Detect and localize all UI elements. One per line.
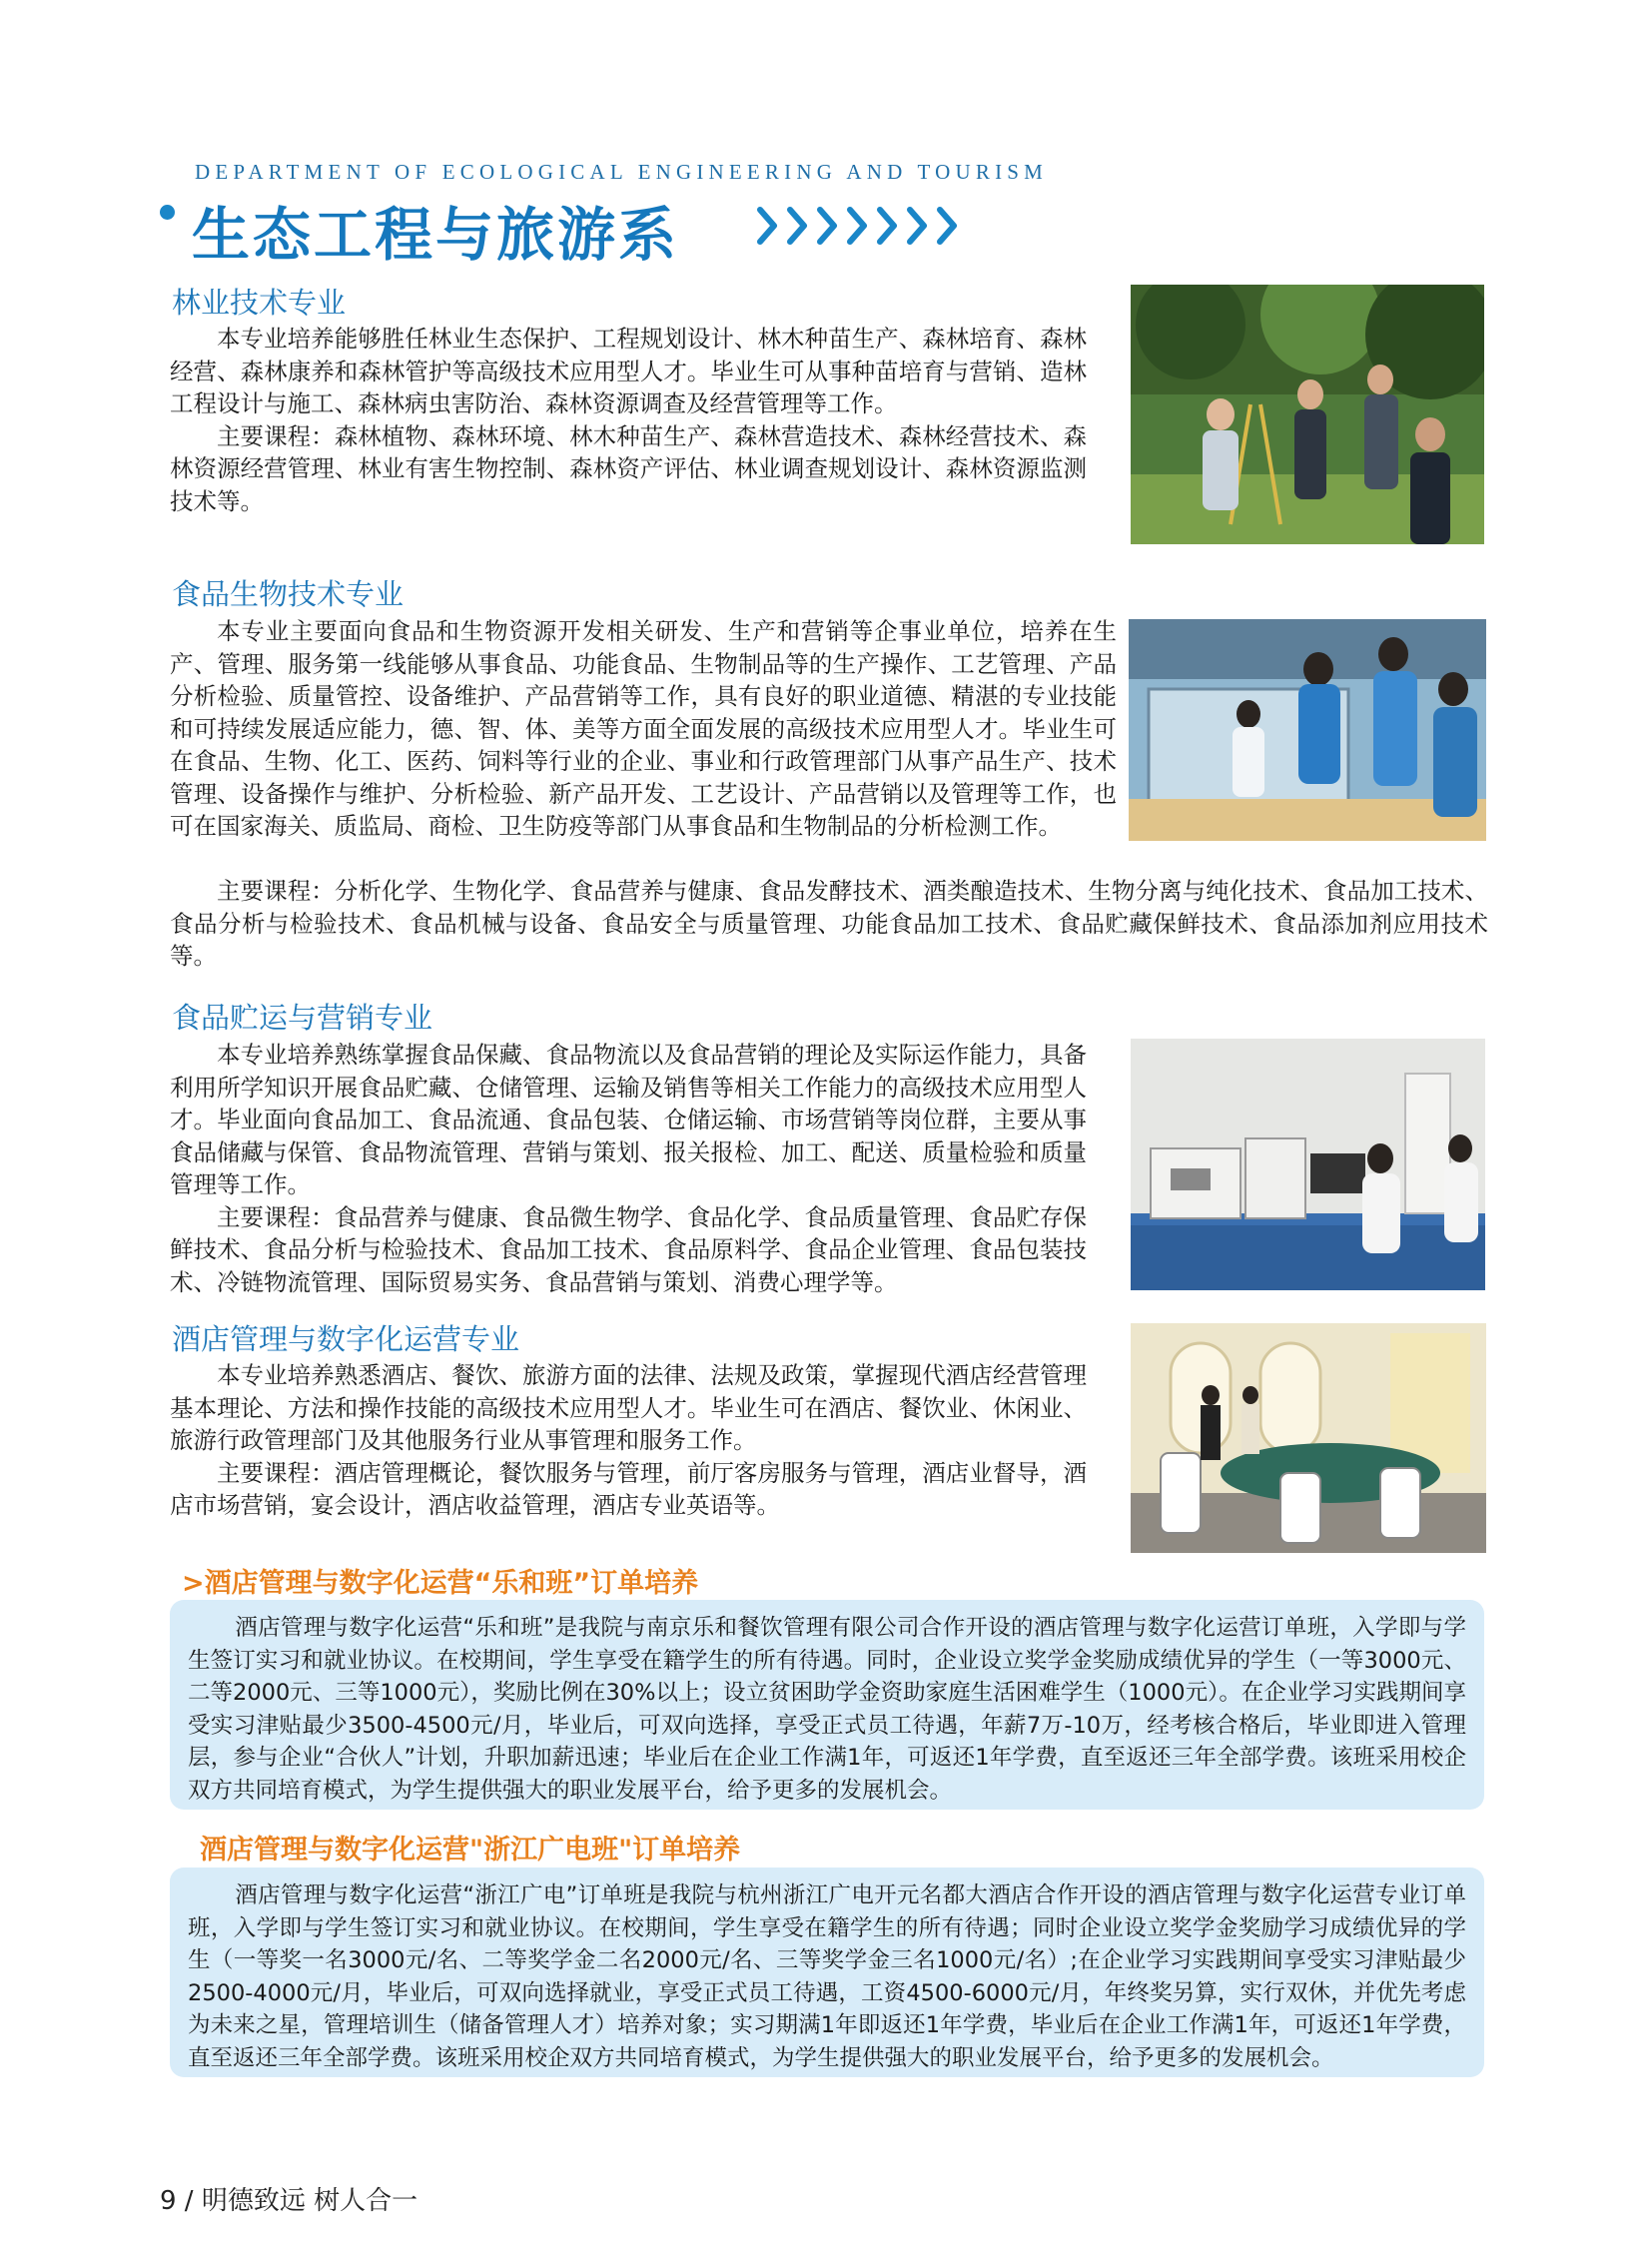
section-body-food-biotech-courses <box>170 875 1488 973</box>
box-title-zjgd-class: 酒店管理与数字化运营"浙江广电班"订单培养 <box>200 1835 741 1866</box>
section-title-hotel-management: 酒店管理与数字化运营专业 <box>172 1322 520 1356</box>
section-intro: 本专业主要面向食品和生物资源开发相关研发、生产和营销等企事业单位，培养在生产、管理、服务第一线能够从事食品、功能食品、生物制品等的生产操作、工艺管理、产品分析检验、质量管控、设备维护、产品营销等工作，具有良好的职业道德、精湛的专业技能和可持续发展适应能力，德、智、体、美等方面全面发展的高级技术应用型人才。毕业生可在食品、生物、化工、医药、饲料等行业的企业、事业和行政管理部门从事产品生产、技术管理、设备操作与维护、分析检验、新产品开发、工艺设计、产品营销以及管理等工作，也可在国家海关、质监局、商检、卫生防疫等部门从事食品和生物制品的分析检测工作。 <box>170 617 1117 840</box>
section-intro: 本专业培养熟练掌握食品保藏、食品物流以及食品营销的理论及实际运作能力，具备利用所学知识开展食品贮藏、仓储管理、运输及销售等相关工作能力的高级技术应用型人才。毕业面向食品加工、食品流通、食品包装、仓储运输、市场营销等岗位群，主要从事食品储藏与保管、食品物流管理、营销与策划、报关报检、加工、配送、质量检验和质量管理等工作。 <box>170 1041 1087 1198</box>
box-text: 酒店管理与数字化运营“乐和班”是我院与南京乐和餐饮管理有限公司合作开设的酒店管理与数字化运营订单班，入学即与学生签订实习和就业协议。在校期间，学生享受在籍学生的所有待遇。同时，企业设立奖学金奖励成绩优异的学生（一等3000元、二等2000元、三等1000元），奖励比例在30%以上；设立贫困助学金资助家庭生活困难学生（1000元）。在企业学习实践期间享受实习津贴最少3500-4500元/月，毕业后，可双向选择，享受正式员工待遇，年薪7万-10万，经考核合格后，毕业即进入管理层，参与企业“合伙人”计划，升职加薪迅速；毕业后在企业工作满1年，可返还1年学费，直至返还三年全部学费。该班采用校企双方共同培育模式，为学生提供强大的职业发展平台，给予更多的发展机会。 <box>188 1615 1466 1804</box>
section-body-food-storage <box>170 1039 1087 1298</box>
box-lehe-class <box>170 1600 1484 1810</box>
department-english-name: DEPARTMENT OF ECOLOGICAL ENGINEERING AND TOURISM <box>195 160 1049 184</box>
box-text: 酒店管理与数字化运营“浙江广电”订单班是我院与杭州浙江广电开元名都大酒店合作开设的酒店管理与数字化运营专业订单班，入学即与学生签订实习和就业协议。在校期间，学生享受在籍学生的所有待遇；同时企业设立奖学金奖励学习成绩优异的学生（一等奖一名3000元/名、二等奖学金二名2000元/名、三等奖学金三名1000元/名）;在企业学习实践期间享受实习津贴最少2500-4000元/月，毕业后，可双向选择就业，享受正式员工待遇，工资4500-6000元/月，年终奖另算，实行双休，并优先考虑为未来之星，管理培训生（储备管理人才）培养对象；实习期满1年即返还1年学费，毕业后在企业工作满1年，可返还1年学费，直至返还三年全部学费。该班采用校企双方共同培育模式，为学生提供强大的职业发展平台，给予更多的发展机会。 <box>188 1882 1466 2071</box>
section-intro: 本专业培养能够胜任林业生态保护、工程规划设计、林木种苗生产、森林培育、森林经营、森林康养和森林管护等高级技术应用型人才。毕业生可从事种苗培育与营销、造林工程设计与施工、森林病虫害防治、森林资源调查及经营管理等工作。 <box>170 325 1087 417</box>
section-courses: 主要课程：食品营养与健康、食品微生物学、食品化学、食品质量管理、食品贮存保鲜技术、食品分析与检验技术、食品加工技术、食品原料学、食品企业管理、食品包装技术、冷链物流管理、国际贸易实务、食品营销与策划、消费心理学等。 <box>170 1202 1087 1296</box>
section-body-food-biotech-intro <box>170 615 1117 843</box>
box-zjgd-class <box>170 1868 1484 2077</box>
page-title: 生态工程与旅游系 <box>192 201 680 269</box>
box-title-lehe-class: >酒店管理与数字化运营“乐和班”订单培养 <box>182 1568 699 1599</box>
section-courses: 主要课程：森林植物、森林环境、林木种苗生产、森林营造技术、森林经营技术、森林资源经营管理、林业有害生物控制、森林资产评估、林业调查规划设计、森林资源监测技术等。 <box>170 421 1087 515</box>
section-courses: 主要课程：酒店管理概论，餐饮服务与管理，前厅客房服务与管理，酒店业督导，酒店市场营销，宴会设计，酒店收益管理，酒店专业英语等。 <box>170 1458 1087 1519</box>
section-title-food-storage: 食品贮运与营销专业 <box>172 1001 433 1035</box>
food-lab-instruments-photo <box>1131 1039 1485 1290</box>
section-intro: 本专业培养熟悉酒店、餐饮、旅游方面的法律、法规及政策，掌握现代酒店经营管理基本理论、方法和操作技能的高级技术应用型人才。毕业生可在酒店、餐饮业、休闲业、旅游行政管理部门及其他服务行业从事管理和服务工作。 <box>170 1361 1087 1454</box>
section-body-forestry <box>170 323 1087 517</box>
title-bullet-dot <box>160 205 175 220</box>
hotel-banquet-room-photo <box>1131 1323 1486 1553</box>
section-title-food-biotech: 食品生物技术专业 <box>172 577 405 611</box>
food-lab-photo <box>1129 619 1486 841</box>
section-body-hotel-management <box>170 1359 1087 1522</box>
forestry-fieldwork-photo <box>1131 285 1484 544</box>
section-courses: 主要课程：分析化学、生物化学、食品营养与健康、食品发酵技术、酒类酿造技术、生物分离与纯化技术、食品加工技术、食品分析与检验技术、食品机械与设备、食品安全与质量管理、功能食品加工技术、食品贮藏保鲜技术、食品添加剂应用技术等。 <box>170 877 1488 970</box>
page-footer: 9 / 明德致远 树人合一 <box>160 2186 418 2216</box>
chevrons-decoration-icon <box>754 196 964 256</box>
section-title-forestry: 林业技术专业 <box>172 286 347 320</box>
